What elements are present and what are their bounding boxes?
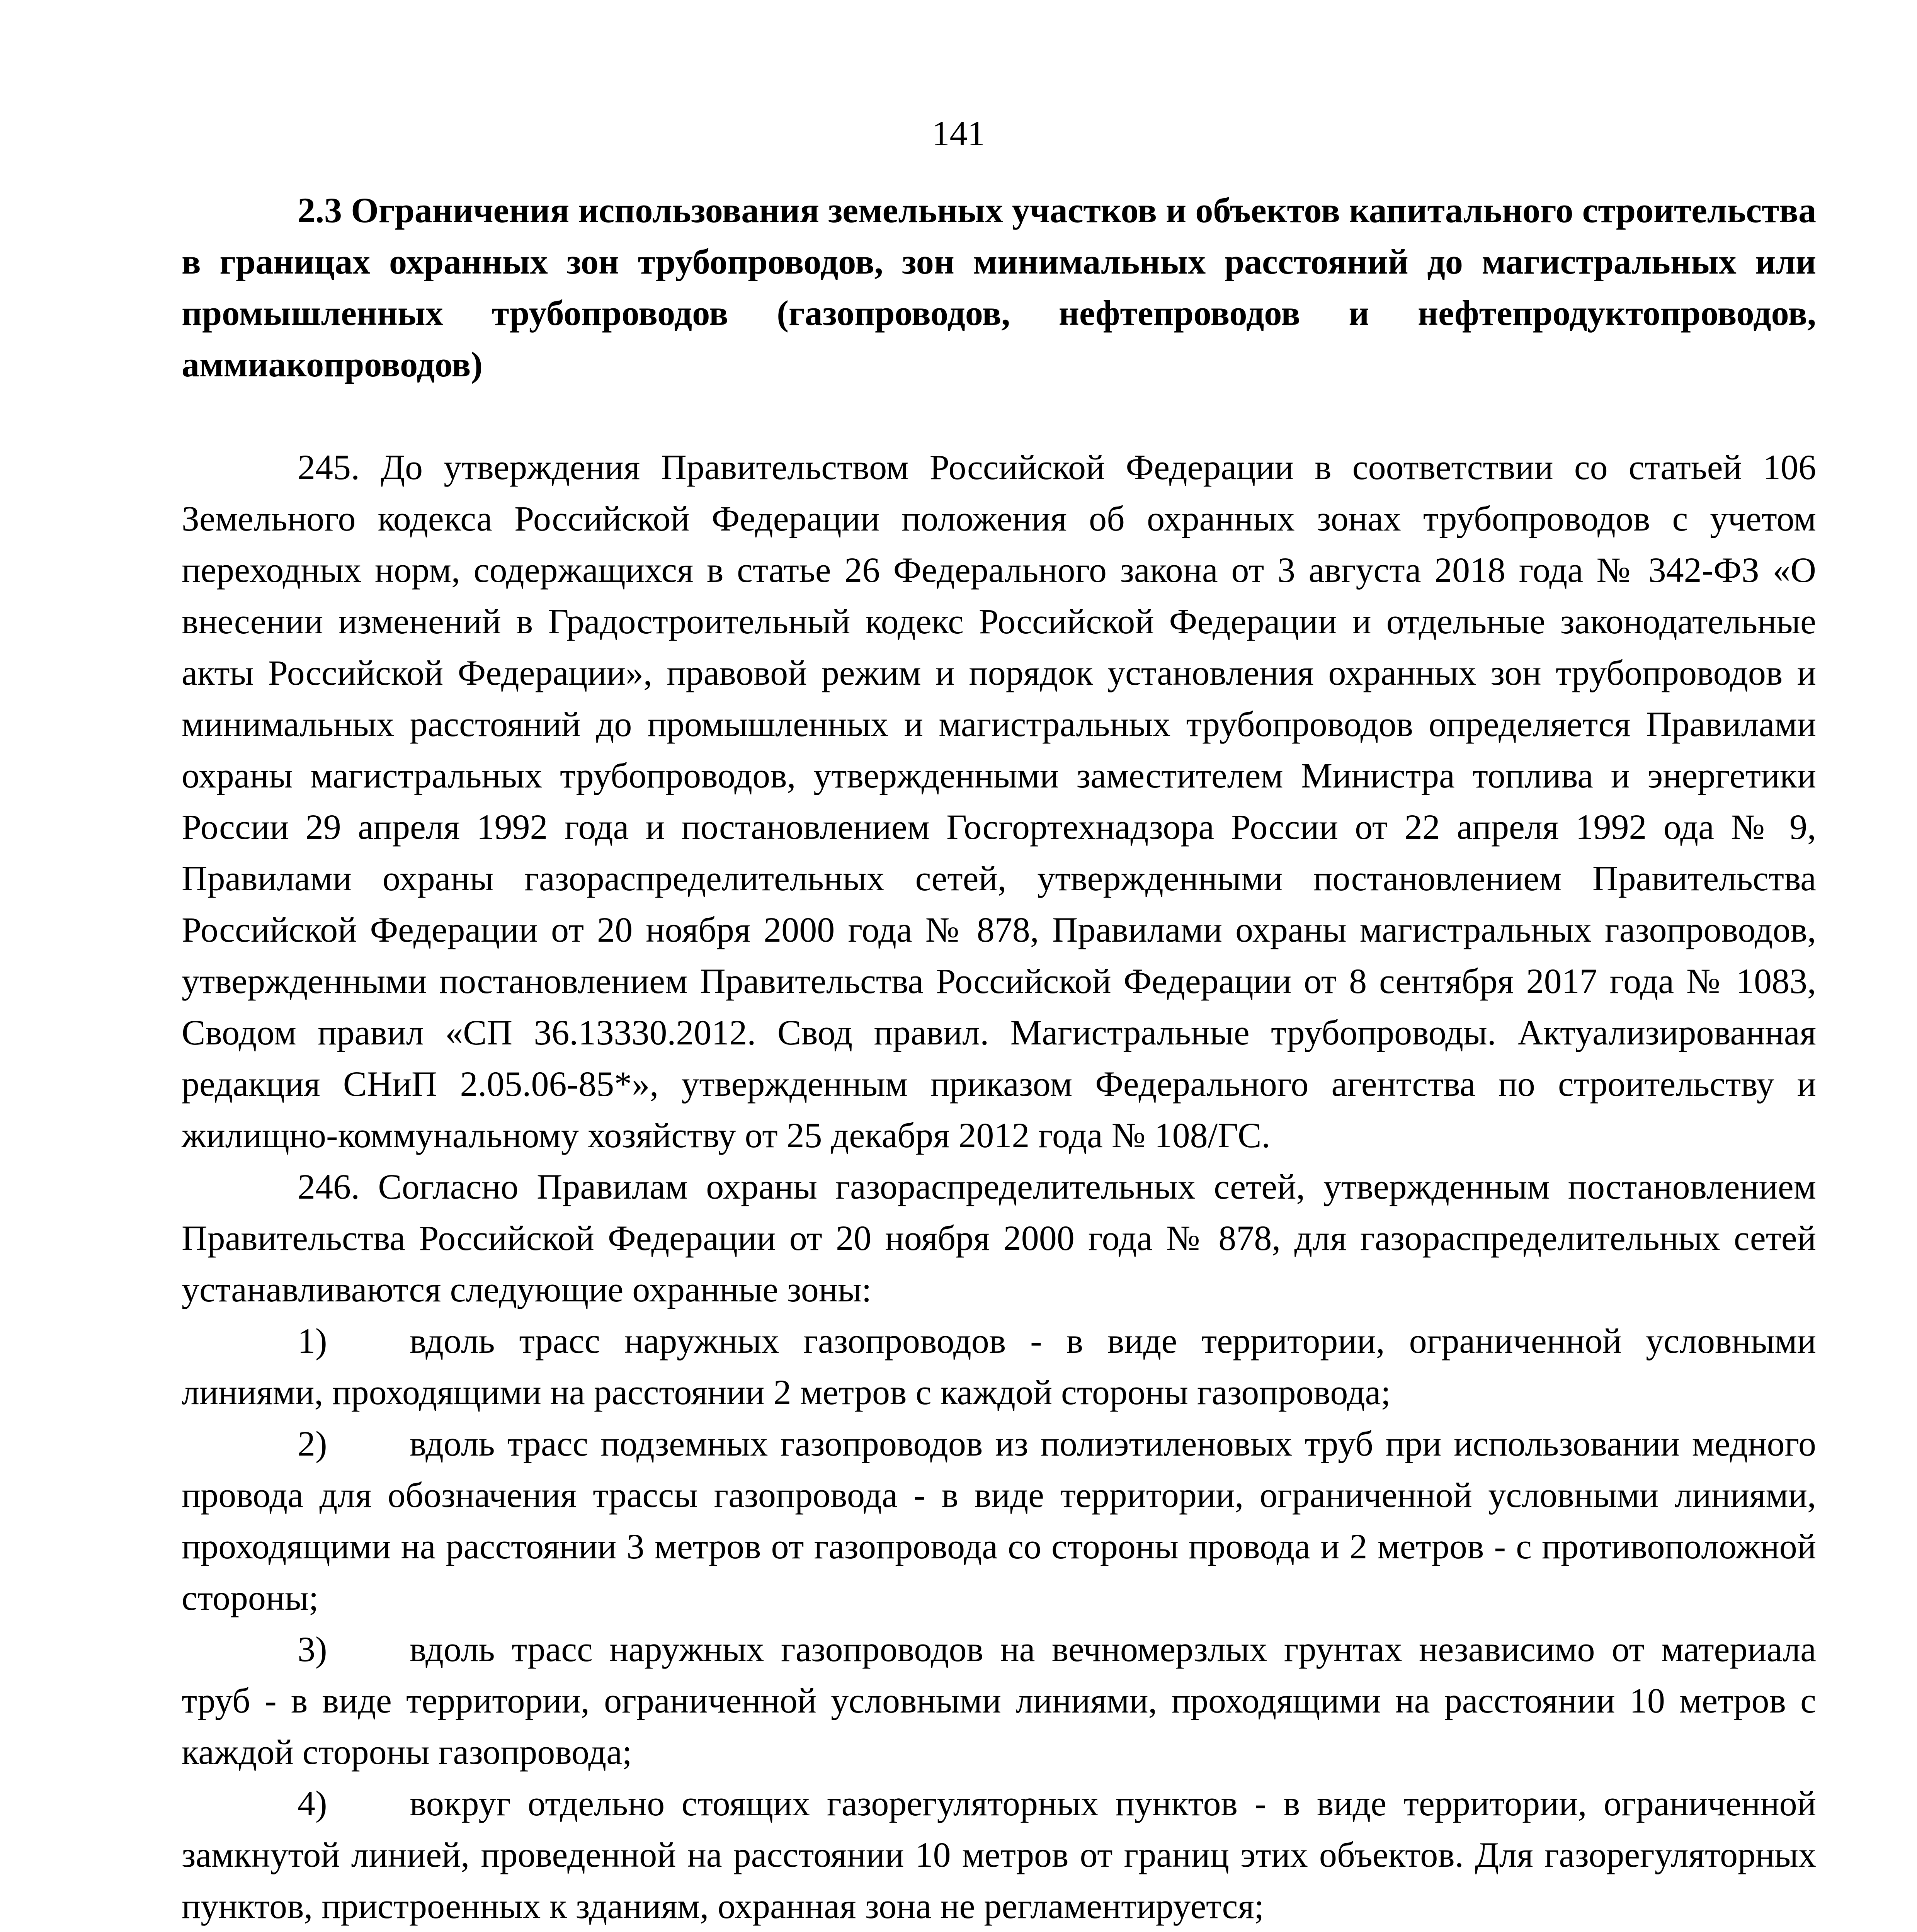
list-item — [182, 1624, 1816, 1778]
page-number: 141 — [932, 114, 985, 153]
list-item — [182, 1418, 1816, 1624]
list-item-text: вдоль трасс подземных газопроводов из полиэтиленовых труб при использовании медного провода для обозначения трассы газопровода - в виде территории, ограниченной условными линиями, проходящими на расстоянии 3 метров от газопровода со стороны провода и 2 метров - с противоположной стороны; — [182, 1424, 1816, 1617]
list-item — [182, 1778, 1816, 1932]
list-item-number: 3) — [298, 1629, 327, 1669]
list-item-text: вдоль трасс наружных газопроводов - в виде территории, ограниченной условными линиями, проходящими на расстоянии 2 метров с каждой стороны газопровода; — [182, 1321, 1816, 1412]
list-item-text: вокруг отдельно стоящих газорегуляторных пунктов - в виде территории, ограниченной замкнутой линией, проведенной на расстоянии 10 метров от границ этих объектов. Для газорегуляторных пунктов, пристроенных к зданиям, охранная зона не регламентируется; — [182, 1784, 1816, 1926]
list-item-number: 2) — [298, 1424, 327, 1463]
list-item — [182, 1315, 1816, 1418]
section-heading: 2.3 Ограничения использования земельных участков и объектов капитального строительства в границах охранных зон трубопроводов, зон минимальных расстояний до магистральных или промышленных трубопроводов (газопроводов, нефтепроводов и нефтепродуктопроводов, аммиакопроводов) — [182, 190, 1816, 384]
list-item-text: вдоль трасс наружных газопроводов на вечномерзлых грунтах независимо от материала труб - в виде территории, ограниченной условными линиями, проходящими на расстоянии 10 метров с каждой стороны газопровода; — [182, 1629, 1816, 1772]
page-content — [182, 185, 1816, 1932]
paragraph-245: 245. До утверждения Правительством Российской Федерации в соответствии со статьей 106 Земельного кодекса Российской Федерации положения об охранных зонах трубопроводов с учетом переходных норм, содержащихся в статье 26 Федерального закона от 3 августа 2018 года № 342-ФЗ «О внесении изменений в Градостроительный кодекс Российской Федерации и отдельные законодательные акты Российской Федерации», правовой режим и порядок установления охранных зон трубопроводов и минимальных расстояний до промышленных и магистральных трубопроводов определяется Правилами охраны магистральных трубопроводов, утвержденными заместителем Министра топлива и энергетики России 29 апреля 1992 года и постановлением Госгортехнадзора России от 22 апреля 1992 ода № 9, Правилами охраны газораспределительных сетей, утвержденными постановлением Правительства Российской Федерации от 20 ноября 2000 года № 878, Правилами охраны магистральных газопроводов, утвержденными постановлением Правительства Российской Федерации от 8 сентября 2017 года № 1083, Сводом правил «СП 36.13330.2012. Свод правил. Магистральные трубопроводы. Актуализированная редакция СНиП 2.05.06-85*», утвержденным приказом Федерального агентства по строительству и жилищно-коммунальному хозяйству от 25 декабря 2012 года № 108/ГС. — [182, 447, 1816, 1155]
paragraph-246: 246. Согласно Правилам охраны газораспределительных сетей, утвержденным постановлением Правительства Российской Федерации от 20 ноября 2000 года № 878, для газораспределительных сетей устанавливаются следующие охранные зоны: — [182, 1167, 1816, 1309]
list-item-number: 1) — [298, 1321, 327, 1361]
list-item-number: 4) — [298, 1784, 327, 1823]
